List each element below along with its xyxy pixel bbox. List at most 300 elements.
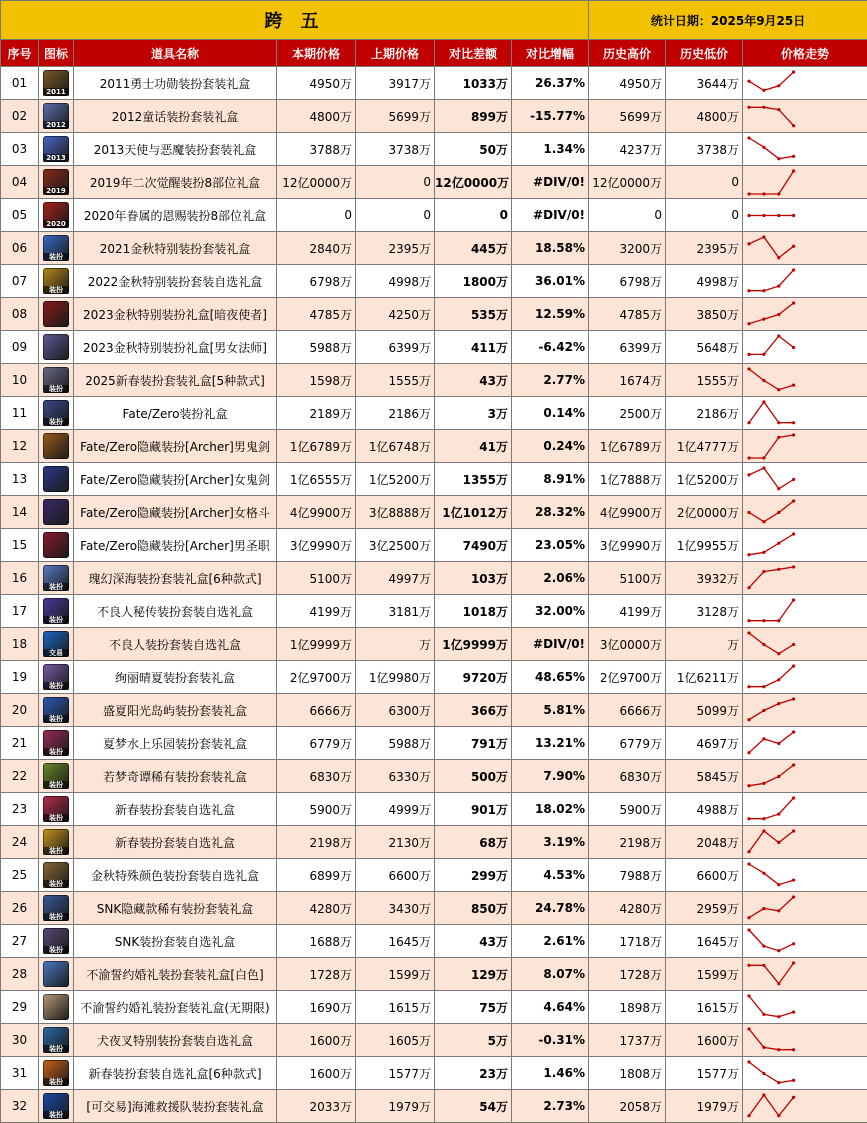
price-trend-sparkline bbox=[743, 794, 867, 825]
history-low: 3738万 bbox=[666, 133, 743, 166]
trend-point bbox=[777, 619, 780, 622]
price-trend-cell bbox=[743, 331, 867, 364]
item-icon-cell bbox=[39, 859, 74, 892]
current-price: 4亿9900万 bbox=[277, 496, 356, 529]
history-high: 5100万 bbox=[589, 562, 666, 595]
item-icon-cell bbox=[39, 892, 74, 925]
table-row bbox=[1, 562, 867, 595]
current-price: 3亿9990万 bbox=[277, 529, 356, 562]
trend-line bbox=[749, 1062, 794, 1083]
previous-price: 1亿9980万 bbox=[356, 661, 435, 694]
previous-price: 0 bbox=[356, 166, 435, 199]
trend-point bbox=[762, 906, 765, 909]
trend-point bbox=[762, 317, 765, 320]
icon-badge-label: 装扮 bbox=[43, 946, 69, 954]
row-index: 20 bbox=[1, 694, 39, 727]
table-row bbox=[1, 529, 867, 562]
trend-point bbox=[762, 944, 765, 947]
row-index: 08 bbox=[1, 298, 39, 331]
trend-point bbox=[747, 352, 750, 355]
trend-point bbox=[762, 192, 765, 195]
history-high: 4280万 bbox=[589, 892, 666, 925]
item-icon-cell bbox=[39, 760, 74, 793]
history-high: 6830万 bbox=[589, 760, 666, 793]
price-pct: 8.07% bbox=[512, 958, 589, 991]
package-chest-icon bbox=[43, 301, 69, 327]
history-low: 2959万 bbox=[666, 892, 743, 925]
trend-point bbox=[792, 532, 795, 535]
price-trend-cell bbox=[743, 958, 867, 991]
row-index: 04 bbox=[1, 166, 39, 199]
price-pct: -0.31% bbox=[512, 1024, 589, 1057]
item-name: 不渝誓约婚礼装扮套装礼盒[白色] bbox=[74, 958, 277, 991]
row-index: 12 bbox=[1, 430, 39, 463]
package-costume-icon bbox=[43, 928, 69, 954]
trend-point bbox=[777, 982, 780, 985]
history-low: 1亿5200万 bbox=[666, 463, 743, 496]
history-low: 6600万 bbox=[666, 859, 743, 892]
item-icon-cell bbox=[39, 265, 74, 298]
history-high: 1898万 bbox=[589, 991, 666, 1024]
trend-point bbox=[762, 352, 765, 355]
header-icon: 图标 bbox=[39, 40, 74, 67]
price-pct: 4.64% bbox=[512, 991, 589, 1024]
table-row bbox=[1, 166, 867, 199]
header-pct: 对比增幅 bbox=[512, 40, 589, 67]
price-trend-sparkline bbox=[743, 596, 867, 627]
trend-line bbox=[749, 72, 794, 90]
row-index: 10 bbox=[1, 364, 39, 397]
trend-point bbox=[747, 751, 750, 754]
history-low: 3932万 bbox=[666, 562, 743, 595]
price-trend-cell bbox=[743, 826, 867, 859]
current-price: 2亿9700万 bbox=[277, 661, 356, 694]
trend-point bbox=[747, 718, 750, 721]
previous-price: 4250万 bbox=[356, 298, 435, 331]
current-price: 5100万 bbox=[277, 562, 356, 595]
table-row bbox=[1, 199, 867, 232]
row-index: 11 bbox=[1, 397, 39, 430]
row-index: 26 bbox=[1, 892, 39, 925]
history-high: 4237万 bbox=[589, 133, 666, 166]
previous-price: 0 bbox=[356, 199, 435, 232]
trend-point bbox=[792, 477, 795, 480]
trend-point bbox=[747, 367, 750, 370]
item-icon-cell bbox=[39, 364, 74, 397]
trend-point bbox=[747, 994, 750, 997]
history-high: 4785万 bbox=[589, 298, 666, 331]
history-low: 1亿9955万 bbox=[666, 529, 743, 562]
table-row bbox=[1, 265, 867, 298]
trend-point bbox=[792, 642, 795, 645]
trend-line bbox=[749, 237, 794, 258]
package-gift-icon bbox=[43, 994, 69, 1020]
item-icon-cell bbox=[39, 199, 74, 232]
history-high: 5900万 bbox=[589, 793, 666, 826]
history-low: 1645万 bbox=[666, 925, 743, 958]
trend-line bbox=[749, 501, 794, 522]
trend-line bbox=[749, 138, 794, 159]
trend-point bbox=[747, 105, 750, 108]
package-trade-icon bbox=[43, 631, 69, 657]
table-row bbox=[1, 793, 867, 826]
package-costume-icon bbox=[43, 730, 69, 756]
price-trend-sparkline bbox=[743, 530, 867, 561]
price-trend-sparkline bbox=[743, 662, 867, 693]
table-row bbox=[1, 595, 867, 628]
title-row bbox=[1, 1, 867, 40]
price-diff: 1800万 bbox=[435, 265, 512, 298]
price-trend-cell bbox=[743, 628, 867, 661]
price-trend-cell bbox=[743, 793, 867, 826]
trend-point bbox=[747, 817, 750, 820]
trend-point bbox=[777, 678, 780, 681]
price-diff: 12亿0000万 bbox=[435, 166, 512, 199]
history-low: 1亿4777万 bbox=[666, 430, 743, 463]
trend-line bbox=[749, 765, 794, 786]
previous-price: 1577万 bbox=[356, 1057, 435, 1090]
price-diff: 3万 bbox=[435, 397, 512, 430]
trend-point bbox=[792, 878, 795, 881]
current-price: 4950万 bbox=[277, 67, 356, 100]
price-trend-sparkline bbox=[743, 728, 867, 759]
price-trend-cell bbox=[743, 265, 867, 298]
trend-point bbox=[777, 741, 780, 744]
current-price: 4199万 bbox=[277, 595, 356, 628]
row-index: 03 bbox=[1, 133, 39, 166]
package-costume-icon bbox=[43, 565, 69, 591]
trend-point bbox=[777, 652, 780, 655]
history-low: 3128万 bbox=[666, 595, 743, 628]
icon-badge-label: 装扮 bbox=[43, 1111, 69, 1119]
price-diff: 1018万 bbox=[435, 595, 512, 628]
price-trend-cell bbox=[743, 397, 867, 430]
trend-point bbox=[792, 169, 795, 172]
trend-line bbox=[749, 468, 794, 489]
icon-badge-label: 2013 bbox=[43, 154, 69, 162]
trend-point bbox=[777, 909, 780, 912]
current-price: 2189万 bbox=[277, 397, 356, 430]
price-diff: 5万 bbox=[435, 1024, 512, 1057]
price-trend-cell bbox=[743, 100, 867, 133]
price-pct: 36.01% bbox=[512, 265, 589, 298]
current-price: 1728万 bbox=[277, 958, 356, 991]
price-diff: 535万 bbox=[435, 298, 512, 331]
header-high: 历史高价 bbox=[589, 40, 666, 67]
item-name: Fate/Zero隐藏装扮[Archer]男鬼剑 bbox=[74, 430, 277, 463]
trend-line bbox=[749, 435, 794, 458]
icon-badge-label: 2011 bbox=[43, 88, 69, 96]
item-name: 新春装扮套装自选礼盒 bbox=[74, 826, 277, 859]
price-pct: 32.00% bbox=[512, 595, 589, 628]
item-name: 瑰幻深海装扮套装礼盒[6种款式] bbox=[74, 562, 277, 595]
trend-point bbox=[762, 550, 765, 553]
trend-line bbox=[749, 897, 794, 918]
item-name: Fate/Zero隐藏装扮[Archer]男圣职 bbox=[74, 529, 277, 562]
price-pct: 13.21% bbox=[512, 727, 589, 760]
item-name: 不良人装扮套装自选礼盒 bbox=[74, 628, 277, 661]
price-pct: 12.59% bbox=[512, 298, 589, 331]
price-trend-sparkline bbox=[743, 926, 867, 957]
trend-point bbox=[747, 456, 750, 459]
price-trend-sparkline bbox=[743, 365, 867, 396]
table-row bbox=[1, 397, 867, 430]
trend-line bbox=[749, 699, 794, 720]
current-price: 4800万 bbox=[277, 100, 356, 133]
sheet-title: 跨 五 bbox=[1, 1, 589, 40]
item-icon-cell bbox=[39, 793, 74, 826]
previous-price: 6399万 bbox=[356, 331, 435, 364]
package-costume-icon bbox=[43, 598, 69, 624]
item-icon-cell bbox=[39, 661, 74, 694]
previous-price: 3亿8888万 bbox=[356, 496, 435, 529]
previous-price: 3亿2500万 bbox=[356, 529, 435, 562]
package-2019-icon bbox=[43, 169, 69, 195]
price-diff: 1355万 bbox=[435, 463, 512, 496]
previous-price: 2130万 bbox=[356, 826, 435, 859]
icon-badge-label: 交易 bbox=[43, 649, 69, 657]
current-price: 6798万 bbox=[277, 265, 356, 298]
current-price: 3788万 bbox=[277, 133, 356, 166]
table-row bbox=[1, 958, 867, 991]
item-icon-cell bbox=[39, 694, 74, 727]
trend-line bbox=[749, 633, 794, 654]
price-trend-sparkline bbox=[743, 233, 867, 264]
current-price: 2840万 bbox=[277, 232, 356, 265]
price-pct: 2.73% bbox=[512, 1090, 589, 1123]
current-price: 12亿0000万 bbox=[277, 166, 356, 199]
price-trend-cell bbox=[743, 925, 867, 958]
price-trend-cell bbox=[743, 166, 867, 199]
history-high: 3亿0000万 bbox=[589, 628, 666, 661]
trend-point bbox=[792, 1095, 795, 1098]
current-price: 5988万 bbox=[277, 331, 356, 364]
price-trend-sparkline bbox=[743, 266, 867, 297]
item-icon-cell bbox=[39, 100, 74, 133]
item-icon-cell bbox=[39, 298, 74, 331]
package-costume-icon bbox=[43, 1093, 69, 1119]
price-pct: 18.58% bbox=[512, 232, 589, 265]
table-row bbox=[1, 727, 867, 760]
trend-line bbox=[749, 567, 794, 588]
trend-point bbox=[747, 619, 750, 622]
package-gift-icon bbox=[43, 961, 69, 987]
price-trend-sparkline bbox=[743, 299, 867, 330]
trend-point bbox=[777, 192, 780, 195]
price-trend-cell bbox=[743, 562, 867, 595]
item-name: 2020年眷属的恩赐装扮8部位礼盒 bbox=[74, 199, 277, 232]
trend-point bbox=[747, 1027, 750, 1030]
item-name: 盛夏阳光岛屿装扮套装礼盒 bbox=[74, 694, 277, 727]
trend-line bbox=[749, 831, 794, 852]
previous-price: 6600万 bbox=[356, 859, 435, 892]
item-name: 新春装扮套装自选礼盒[6种款式] bbox=[74, 1057, 277, 1090]
history-high: 1728万 bbox=[589, 958, 666, 991]
history-low: 1615万 bbox=[666, 991, 743, 1024]
trend-point bbox=[777, 84, 780, 87]
package-costume-icon bbox=[43, 796, 69, 822]
package-costume-icon bbox=[43, 268, 69, 294]
trend-point bbox=[777, 435, 780, 438]
price-pct: 48.65% bbox=[512, 661, 589, 694]
history-low: 2048万 bbox=[666, 826, 743, 859]
price-pct: #DIV/0! bbox=[512, 628, 589, 661]
trend-point bbox=[792, 70, 795, 73]
price-trend-sparkline bbox=[743, 695, 867, 726]
trend-point bbox=[792, 1078, 795, 1081]
price-trend-sparkline bbox=[743, 1091, 867, 1122]
history-high: 1737万 bbox=[589, 1024, 666, 1057]
history-high: 1亿7888万 bbox=[589, 463, 666, 496]
icon-badge-label: 装扮 bbox=[43, 286, 69, 294]
icon-badge-label: 装扮 bbox=[43, 847, 69, 855]
item-name: 2022金秋特别装扮套装自选礼盒 bbox=[74, 265, 277, 298]
price-pct: 2.06% bbox=[512, 562, 589, 595]
previous-price: 1615万 bbox=[356, 991, 435, 1024]
package-fate-icon bbox=[43, 466, 69, 492]
price-trend-sparkline bbox=[743, 497, 867, 528]
previous-price: 4998万 bbox=[356, 265, 435, 298]
current-price: 1亿9999万 bbox=[277, 628, 356, 661]
icon-badge-label: 装扮 bbox=[43, 682, 69, 690]
trend-point bbox=[747, 473, 750, 476]
package-costume-icon bbox=[43, 367, 69, 393]
price-diff: 1033万 bbox=[435, 67, 512, 100]
price-diff: 791万 bbox=[435, 727, 512, 760]
price-diff: 445万 bbox=[435, 232, 512, 265]
item-icon-cell bbox=[39, 463, 74, 496]
history-low: 2186万 bbox=[666, 397, 743, 430]
trend-point bbox=[747, 586, 750, 589]
row-index: 23 bbox=[1, 793, 39, 826]
price-diff: 411万 bbox=[435, 331, 512, 364]
row-index: 15 bbox=[1, 529, 39, 562]
trend-point bbox=[762, 642, 765, 645]
row-index: 31 bbox=[1, 1057, 39, 1090]
trend-point bbox=[777, 157, 780, 160]
trend-point bbox=[747, 136, 750, 139]
history-high: 4199万 bbox=[589, 595, 666, 628]
price-trend-sparkline bbox=[743, 959, 867, 990]
trend-point bbox=[792, 268, 795, 271]
history-low: 1599万 bbox=[666, 958, 743, 991]
history-low: 0 bbox=[666, 166, 743, 199]
row-index: 16 bbox=[1, 562, 39, 595]
price-trend-sparkline bbox=[743, 629, 867, 660]
previous-price: 万 bbox=[356, 628, 435, 661]
trend-point bbox=[762, 88, 765, 91]
item-name: 2023金秋特别装扮礼盒[男女法师] bbox=[74, 331, 277, 364]
price-trend-sparkline bbox=[743, 68, 867, 99]
item-name: 2013天使与恶魔装扮套装礼盒 bbox=[74, 133, 277, 166]
item-name: Fate/Zero装扮礼盒 bbox=[74, 397, 277, 430]
row-index: 24 bbox=[1, 826, 39, 859]
table-row bbox=[1, 496, 867, 529]
table-body bbox=[1, 67, 867, 1123]
item-icon-cell bbox=[39, 628, 74, 661]
previous-price: 5699万 bbox=[356, 100, 435, 133]
trend-point bbox=[747, 862, 750, 865]
price-pct: 7.90% bbox=[512, 760, 589, 793]
trend-point bbox=[792, 124, 795, 127]
item-icon-cell bbox=[39, 397, 74, 430]
current-price: 1600万 bbox=[277, 1024, 356, 1057]
trend-point bbox=[747, 510, 750, 513]
trend-point bbox=[777, 510, 780, 513]
table-row bbox=[1, 991, 867, 1024]
previous-price: 1亿6748万 bbox=[356, 430, 435, 463]
history-high: 7988万 bbox=[589, 859, 666, 892]
history-high: 6399万 bbox=[589, 331, 666, 364]
trend-point bbox=[747, 322, 750, 325]
trend-point bbox=[762, 817, 765, 820]
item-name: 绚丽晴夏装扮套装礼盒 bbox=[74, 661, 277, 694]
price-trend-sparkline bbox=[743, 332, 867, 363]
trend-line bbox=[749, 732, 794, 753]
trend-point bbox=[792, 664, 795, 667]
price-trend-cell bbox=[743, 133, 867, 166]
history-low: 1555万 bbox=[666, 364, 743, 397]
price-diff: 50万 bbox=[435, 133, 512, 166]
current-price: 1598万 bbox=[277, 364, 356, 397]
price-diff: 43万 bbox=[435, 925, 512, 958]
price-trend-cell bbox=[743, 694, 867, 727]
history-high: 6779万 bbox=[589, 727, 666, 760]
trend-point bbox=[747, 192, 750, 195]
price-trend-cell bbox=[743, 859, 867, 892]
header-name: 道具名称 bbox=[74, 40, 277, 67]
trend-point bbox=[792, 829, 795, 832]
history-high: 3200万 bbox=[589, 232, 666, 265]
icon-badge-label: 装扮 bbox=[43, 583, 69, 591]
trend-point bbox=[762, 213, 765, 216]
history-low: 3644万 bbox=[666, 67, 743, 100]
trend-line bbox=[749, 534, 794, 555]
current-price: 6779万 bbox=[277, 727, 356, 760]
trend-point bbox=[762, 1045, 765, 1048]
item-name: SNK隐藏款稀有装扮套装礼盒 bbox=[74, 892, 277, 925]
trend-point bbox=[777, 702, 780, 705]
price-pct: 1.34% bbox=[512, 133, 589, 166]
trend-point bbox=[762, 1093, 765, 1096]
table-row bbox=[1, 463, 867, 496]
item-name: 不渝誓约婚礼装扮套装礼盒(无期限) bbox=[74, 991, 277, 1024]
previous-price: 2395万 bbox=[356, 232, 435, 265]
previous-price: 4999万 bbox=[356, 793, 435, 826]
price-diff: 366万 bbox=[435, 694, 512, 727]
trend-point bbox=[777, 312, 780, 315]
item-icon-cell bbox=[39, 562, 74, 595]
price-trend-sparkline bbox=[743, 398, 867, 429]
price-trend-sparkline bbox=[743, 860, 867, 891]
price-pct: 18.02% bbox=[512, 793, 589, 826]
history-high: 5699万 bbox=[589, 100, 666, 133]
price-trend-cell bbox=[743, 892, 867, 925]
price-diff: 43万 bbox=[435, 364, 512, 397]
trend-point bbox=[777, 487, 780, 490]
history-low: 1600万 bbox=[666, 1024, 743, 1057]
trend-point bbox=[792, 383, 795, 386]
price-trend-cell bbox=[743, 760, 867, 793]
row-index: 30 bbox=[1, 1024, 39, 1057]
trend-point bbox=[747, 631, 750, 634]
previous-price: 3738万 bbox=[356, 133, 435, 166]
history-high: 6798万 bbox=[589, 265, 666, 298]
package-costume-icon bbox=[43, 235, 69, 261]
icon-badge-label: 装扮 bbox=[43, 418, 69, 426]
trend-point bbox=[792, 961, 795, 964]
price-diff: 0 bbox=[435, 199, 512, 232]
